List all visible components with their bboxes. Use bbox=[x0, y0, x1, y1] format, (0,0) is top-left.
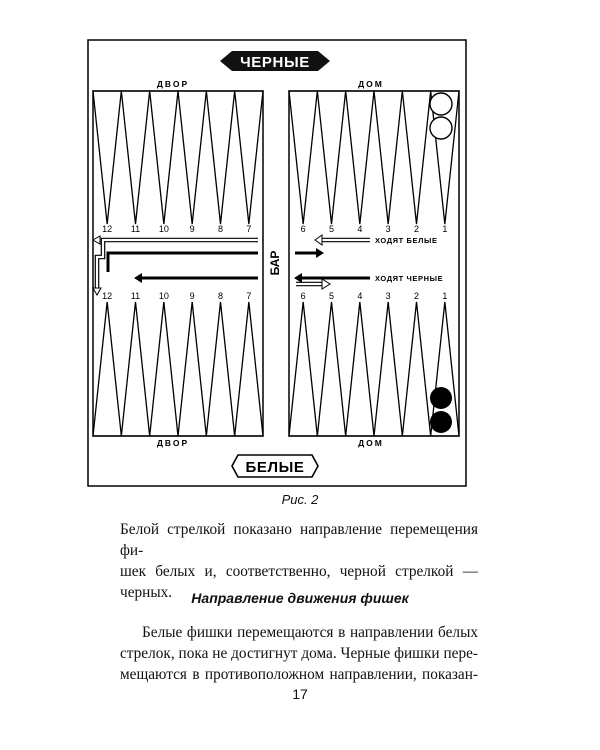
point-number-top: 1 bbox=[442, 224, 448, 234]
paragraph-2 bbox=[120, 622, 478, 685]
point-number-top: 6 bbox=[300, 224, 306, 234]
white-move-label: ХОДЯТ БЕЛЫЕ bbox=[375, 236, 438, 245]
paragraph-2-line: стрелок, пока не достигнут дома. Черные фишки пере- bbox=[120, 645, 478, 662]
point-number-bottom: 11 bbox=[130, 291, 141, 301]
bottom-banner bbox=[232, 455, 318, 477]
paragraph-1-line: Белой стрелкой показано направление перемещения фи- bbox=[120, 521, 478, 559]
point-number-top: 4 bbox=[357, 224, 363, 234]
point-number-top: 3 bbox=[385, 224, 391, 234]
left-bottom-label: ДВОР bbox=[156, 438, 190, 448]
point-number-top: 8 bbox=[217, 224, 224, 234]
point-number-bottom: 8 bbox=[217, 291, 224, 301]
page-number: 17 bbox=[292, 686, 308, 702]
point-number-top: 9 bbox=[189, 224, 195, 234]
point-number-bottom: 7 bbox=[246, 291, 252, 301]
point-number-bottom: 10 bbox=[158, 291, 169, 301]
point-number-bottom: 2 bbox=[413, 291, 420, 301]
black-checker bbox=[430, 411, 452, 433]
bar-label: БАР bbox=[268, 250, 282, 276]
point-number-top: 12 bbox=[102, 224, 113, 234]
paragraph-1-line: шек белых и, соответственно, черной стрелкой — черных. bbox=[120, 563, 478, 601]
point-number-bottom: 9 bbox=[189, 291, 195, 301]
point-number-bottom: 4 bbox=[357, 291, 363, 301]
point-number-top: 11 bbox=[130, 224, 141, 234]
paragraph-2-line: мещаются в противоположном направлении, показан- bbox=[120, 666, 478, 683]
point-number-top: 10 bbox=[158, 224, 169, 234]
white-checker bbox=[430, 117, 452, 139]
bottom-banner-text: БЕЛЫЕ bbox=[245, 459, 305, 476]
top-banner-text: ЧЕРНЫЕ bbox=[240, 54, 310, 71]
point-number-bottom: 1 bbox=[442, 291, 448, 301]
point-number-bottom: 3 bbox=[385, 291, 391, 301]
point-number-top: 2 bbox=[413, 224, 420, 234]
section-heading: Направление движения фишек bbox=[191, 590, 409, 606]
white-checker bbox=[430, 93, 452, 115]
figure-caption: Рис. 2 bbox=[281, 492, 319, 507]
black-move-label: ХОДЯТ ЧЕРНЫЕ bbox=[375, 274, 444, 283]
point-number-top: 5 bbox=[328, 224, 335, 234]
right-bottom-label: ДОМ bbox=[358, 438, 384, 448]
point-number-bottom: 6 bbox=[300, 291, 306, 301]
black-checker bbox=[430, 387, 452, 409]
point-number-bottom: 5 bbox=[328, 291, 335, 301]
point-number-bottom: 12 bbox=[102, 291, 113, 301]
right-top-label: ДОМ bbox=[358, 79, 384, 89]
left-top-label: ДВОР bbox=[156, 79, 190, 89]
top-banner bbox=[220, 51, 330, 71]
point-number-top: 7 bbox=[246, 224, 252, 234]
paragraph-2-line: Белые фишки перемещаются в направлении белых bbox=[142, 624, 478, 641]
